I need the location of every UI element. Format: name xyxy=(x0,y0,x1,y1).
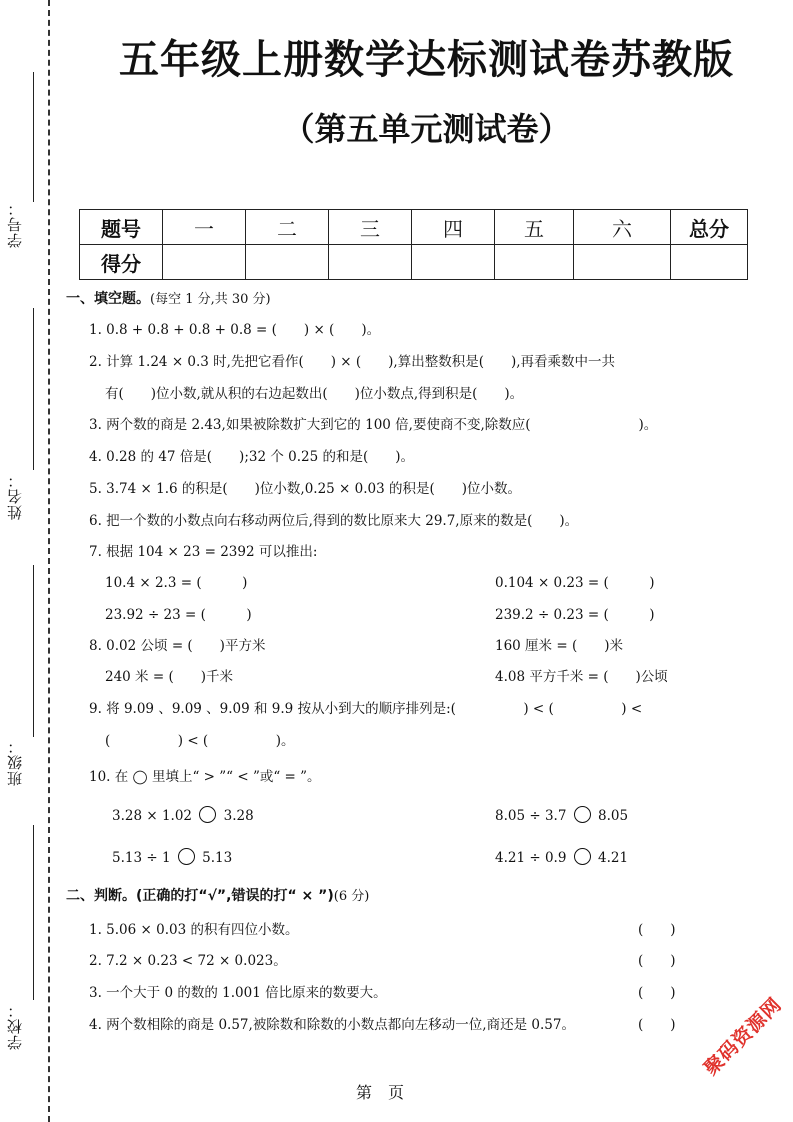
question-10-item-1 xyxy=(112,806,254,824)
question-9a: 9. 将 9.09 、9.09̇ 、9.0̇9̇ 和 9.9 按从小到大的顺序排列是:( ) < ( ) < xyxy=(89,701,643,717)
score-cell[interactable] xyxy=(574,245,671,280)
name-label: 姓名： xyxy=(6,472,24,520)
question-10-item-3 xyxy=(112,848,232,866)
score-row-label: 得分 xyxy=(80,245,163,280)
score-cell[interactable] xyxy=(246,245,329,280)
page-subtitle: （第五单元测试卷） xyxy=(282,110,571,148)
question-6: 6. 把一个数的小数点向右移动两位后,得到的数比原来大 29.7,原来的数是( )。 xyxy=(89,513,579,529)
header-cell: 二 xyxy=(246,210,329,245)
compare-circle-icon[interactable] xyxy=(574,806,591,823)
compare-circle-icon[interactable] xyxy=(178,848,195,865)
question-4: 4. 0.28 的 47 倍是( );32 个 0.25 的和是( )。 xyxy=(89,449,415,465)
score-cell[interactable] xyxy=(412,245,495,280)
page-title: 五年级上册数学达标测试卷苏教版 xyxy=(119,37,734,83)
compare-right: 8.05 xyxy=(598,808,629,824)
compare-left: 8.05 ÷ 3.7 xyxy=(495,808,567,824)
header-cell: 题号 xyxy=(80,210,163,245)
header-cell: 五 xyxy=(495,210,574,245)
header-cell: 六 xyxy=(574,210,671,245)
score-cell[interactable] xyxy=(163,245,246,280)
school-label: 学校： xyxy=(6,1002,24,1050)
judge-answer-paren[interactable]: ( ) xyxy=(638,922,676,938)
question-7-item: 10.4 × 2.3 = ( ) xyxy=(105,575,248,591)
section2-title: 二、判断。(正确的打“√”,错误的打“ × ”) xyxy=(66,888,334,904)
class-line xyxy=(33,565,34,737)
score-cell[interactable] xyxy=(495,245,574,280)
question-7-item: 239.2 ÷ 0.23 = ( ) xyxy=(495,607,655,623)
compare-right: 5.13 xyxy=(202,850,233,866)
question-8c: 240 米 = ( )千米 xyxy=(105,669,233,685)
judge-item: 1. 5.06 × 0.03 的积有四位小数。 xyxy=(89,922,299,938)
compare-circle-icon[interactable] xyxy=(574,848,591,865)
question-8d: 4.08 平方千米 = ( )公顷 xyxy=(495,669,668,685)
header-cell: 四 xyxy=(412,210,495,245)
section2-heading xyxy=(66,885,369,905)
header-cell: 总分 xyxy=(671,210,748,245)
compare-left: 3.28 × 1.02 xyxy=(112,808,193,824)
question-9b: ( ) < ( )。 xyxy=(105,733,295,749)
class-label: 班级： xyxy=(6,738,24,786)
compare-circle-icon[interactable] xyxy=(199,806,216,823)
section1-title: 一、填空题。 xyxy=(66,291,150,307)
binding-dashed-line xyxy=(48,0,50,1122)
compare-right: 4.21 xyxy=(598,850,629,866)
question-10-item-2 xyxy=(495,806,628,824)
question-8b: 160 厘米 = ( )米 xyxy=(495,638,623,654)
name-line xyxy=(33,308,34,470)
compare-right: 3.28 xyxy=(223,808,254,824)
header-cell: 一 xyxy=(163,210,246,245)
judge-answer-paren[interactable]: ( ) xyxy=(638,985,676,1001)
question-7-item: 23.92 ÷ 23 = ( ) xyxy=(105,607,252,623)
score-table xyxy=(79,209,748,280)
question-2b: 有( )位小数,就从积的右边起数出( )位小数点,得到积是( )。 xyxy=(105,386,524,402)
question-5: 5. 3.74 × 1.6 的积是( )位小数,0.25 × 0.03 的积是( )位小数。 xyxy=(89,481,522,497)
question-8a: 8. 0.02 公顷 = ( )平方米 xyxy=(89,638,266,654)
judge-item: 2. 7.2 × 0.23 < 72 × 0.023。 xyxy=(89,953,287,969)
question-3: 3. 两个数的商是 2.43,如果被除数扩大到它的 100 倍,要使商不变,除数应( )。 xyxy=(89,417,658,433)
judge-answer-paren[interactable]: ( ) xyxy=(638,1017,676,1033)
school-line xyxy=(33,825,34,1000)
question-2a: 2. 计算 1.24 × 0.3 时,先把它看作( ) × ( ),算出整数积是( ),再看乘数中一共 xyxy=(89,354,616,370)
section1-note: (每空 1 分,共 30 分) xyxy=(150,292,271,307)
question-7: 7. 根据 104 × 23 = 2392 可以推出: xyxy=(89,544,318,560)
header-cell: 三 xyxy=(329,210,412,245)
score-table-score-row xyxy=(80,245,748,280)
question-10: 10. 在 ◯ 里填上“ > ”“ < ”或“ = ”。 xyxy=(89,769,321,785)
question-7-item: 0.104 × 0.23 = ( ) xyxy=(495,575,655,591)
judge-item: 3. 一个大于 0 的数的 1.001 倍比原来的数要大。 xyxy=(89,985,387,1001)
judge-answer-paren[interactable]: ( ) xyxy=(638,953,676,969)
question-1: 1. 0.8 + 0.8 + 0.8 + 0.8 = ( ) × ( )。 xyxy=(89,322,381,338)
watermark: 聚码资源网 xyxy=(699,993,787,1080)
page-number: 第 页 xyxy=(355,1083,404,1102)
compare-left: 5.13 ÷ 1 xyxy=(112,850,171,866)
score-cell[interactable] xyxy=(671,245,748,280)
judge-item: 4. 两个数相除的商是 0.57,被除数和除数的小数点都向左移动一位,商还是 0.57。 xyxy=(89,1017,575,1033)
score-cell[interactable] xyxy=(329,245,412,280)
question-10-item-4 xyxy=(495,848,628,866)
section2-note: (6 分) xyxy=(333,889,370,904)
section1-heading xyxy=(66,288,271,308)
compare-left: 4.21 ÷ 0.9 xyxy=(495,850,567,866)
score-table-header-row xyxy=(80,210,748,245)
student-id-line xyxy=(33,72,34,202)
student-id-label: 学号： xyxy=(6,200,24,248)
